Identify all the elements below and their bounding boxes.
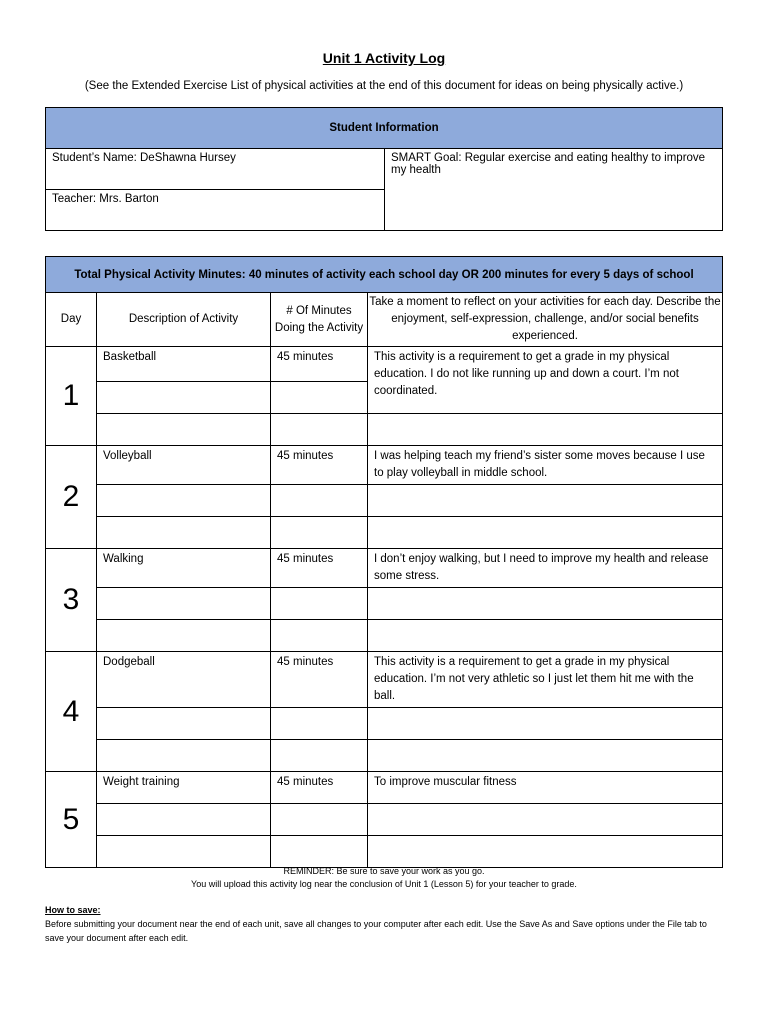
activity-cell[interactable] bbox=[97, 382, 271, 414]
minutes-cell[interactable]: 45 minutes bbox=[271, 652, 368, 708]
column-header-minutes: # Of Minutes Doing the Activity bbox=[271, 293, 368, 347]
table-row bbox=[46, 772, 723, 804]
minutes-cell[interactable] bbox=[271, 804, 368, 836]
student-name-cell[interactable]: Student’s Name: DeShawna Hursey bbox=[46, 149, 385, 190]
reflection-cell[interactable]: I was helping teach my friend’s sister some moves because I use to play volleyball in middle school. bbox=[368, 446, 723, 485]
reflection-cell[interactable]: This activity is a requirement to get a grade in my physical education. I’m not very athletic so I just let them hit me with the ball. bbox=[368, 652, 723, 708]
activity-cell[interactable] bbox=[97, 804, 271, 836]
reflection-cell[interactable] bbox=[368, 836, 723, 868]
reflection-cell[interactable] bbox=[368, 804, 723, 836]
minutes-cell[interactable] bbox=[271, 485, 368, 517]
reflection-cell[interactable] bbox=[368, 414, 723, 446]
reflection-cell[interactable]: This activity is a requirement to get a grade in my physical education. I do not like running up and down a court. I’m not coordinated. bbox=[368, 347, 723, 414]
minutes-cell[interactable]: 45 minutes bbox=[271, 446, 368, 485]
activity-cell[interactable]: Volleyball bbox=[97, 446, 271, 485]
activity-cell[interactable] bbox=[97, 836, 271, 868]
minutes-cell[interactable] bbox=[271, 517, 368, 549]
day-number: 1 bbox=[46, 347, 97, 446]
activity-cell[interactable] bbox=[97, 588, 271, 620]
reflection-cell[interactable] bbox=[368, 620, 723, 652]
column-header-description: Description of Activity bbox=[97, 293, 271, 347]
minutes-cell[interactable] bbox=[271, 588, 368, 620]
minutes-cell[interactable] bbox=[271, 708, 368, 740]
activity-cell[interactable]: Basketball bbox=[97, 347, 271, 382]
column-header-reflection: Take a moment to reflect on your activities for each day. Describe the enjoyment, self-expression, challenge, and/or social benefits experienced. bbox=[368, 293, 723, 347]
smart-goal-cell[interactable]: SMART Goal: Regular exercise and eating healthy to improve my health bbox=[385, 149, 723, 231]
reflection-cell[interactable]: To improve muscular fitness bbox=[368, 772, 723, 804]
activity-cell[interactable]: Dodgeball bbox=[97, 652, 271, 708]
activity-cell[interactable] bbox=[97, 740, 271, 772]
reflection-cell[interactable] bbox=[368, 485, 723, 517]
activity-cell[interactable] bbox=[97, 620, 271, 652]
day-number: 5 bbox=[46, 772, 97, 868]
activity-log-table bbox=[45, 256, 723, 868]
student-info-table bbox=[45, 107, 723, 231]
minutes-cell[interactable] bbox=[271, 382, 368, 414]
how-to-save-section bbox=[45, 903, 725, 945]
page-subtitle: (See the Extended Exercise List of physical activities at the end of this document for ideas on being physically active.) bbox=[84, 80, 684, 92]
table-row bbox=[46, 652, 723, 708]
minutes-cell[interactable]: 45 minutes bbox=[271, 772, 368, 804]
reflection-cell[interactable] bbox=[368, 517, 723, 549]
reflection-cell[interactable] bbox=[368, 588, 723, 620]
minutes-cell[interactable]: 45 minutes bbox=[271, 347, 368, 382]
day-number: 3 bbox=[46, 549, 97, 652]
activity-cell[interactable] bbox=[97, 485, 271, 517]
activity-log-header: Total Physical Activity Minutes: 40 minutes of activity each school day OR 200 minutes for every 5 days of school bbox=[46, 257, 723, 293]
reminder-note bbox=[0, 865, 768, 891]
activity-cell[interactable]: Walking bbox=[97, 549, 271, 588]
activity-cell[interactable] bbox=[97, 517, 271, 549]
day-number: 4 bbox=[46, 652, 97, 772]
minutes-cell[interactable] bbox=[271, 836, 368, 868]
reminder-line-2: You will upload this activity log near the conclusion of Unit 1 (Lesson 5) for your teacher to grade. bbox=[191, 879, 577, 889]
reflection-cell[interactable] bbox=[368, 740, 723, 772]
table-row bbox=[46, 549, 723, 588]
minutes-cell[interactable]: 45 minutes bbox=[271, 549, 368, 588]
table-row bbox=[46, 446, 723, 485]
page-title: Unit 1 Activity Log bbox=[322, 50, 446, 66]
activity-cell[interactable] bbox=[97, 708, 271, 740]
how-to-save-text: Before submitting your document near the end of each unit, save all changes to your computer after each edit. Use the Save As and Save options under the File tab to save your document after each edit. bbox=[45, 919, 707, 943]
minutes-cell[interactable] bbox=[271, 740, 368, 772]
table-row bbox=[46, 347, 723, 382]
how-to-save-heading: How to save: bbox=[45, 905, 101, 915]
minutes-cell[interactable] bbox=[271, 414, 368, 446]
minutes-cell[interactable] bbox=[271, 620, 368, 652]
activity-cell[interactable] bbox=[97, 414, 271, 446]
student-info-header: Student Information bbox=[46, 108, 723, 149]
activity-cell[interactable]: Weight training bbox=[97, 772, 271, 804]
reflection-cell[interactable] bbox=[368, 708, 723, 740]
reminder-line-1: REMINDER: Be sure to save your work as you go. bbox=[283, 866, 485, 876]
day-number: 2 bbox=[46, 446, 97, 549]
teacher-cell[interactable]: Teacher: Mrs. Barton bbox=[46, 190, 385, 231]
reflection-cell[interactable]: I don’t enjoy walking, but I need to improve my health and release some stress. bbox=[368, 549, 723, 588]
column-header-day: Day bbox=[46, 293, 97, 347]
